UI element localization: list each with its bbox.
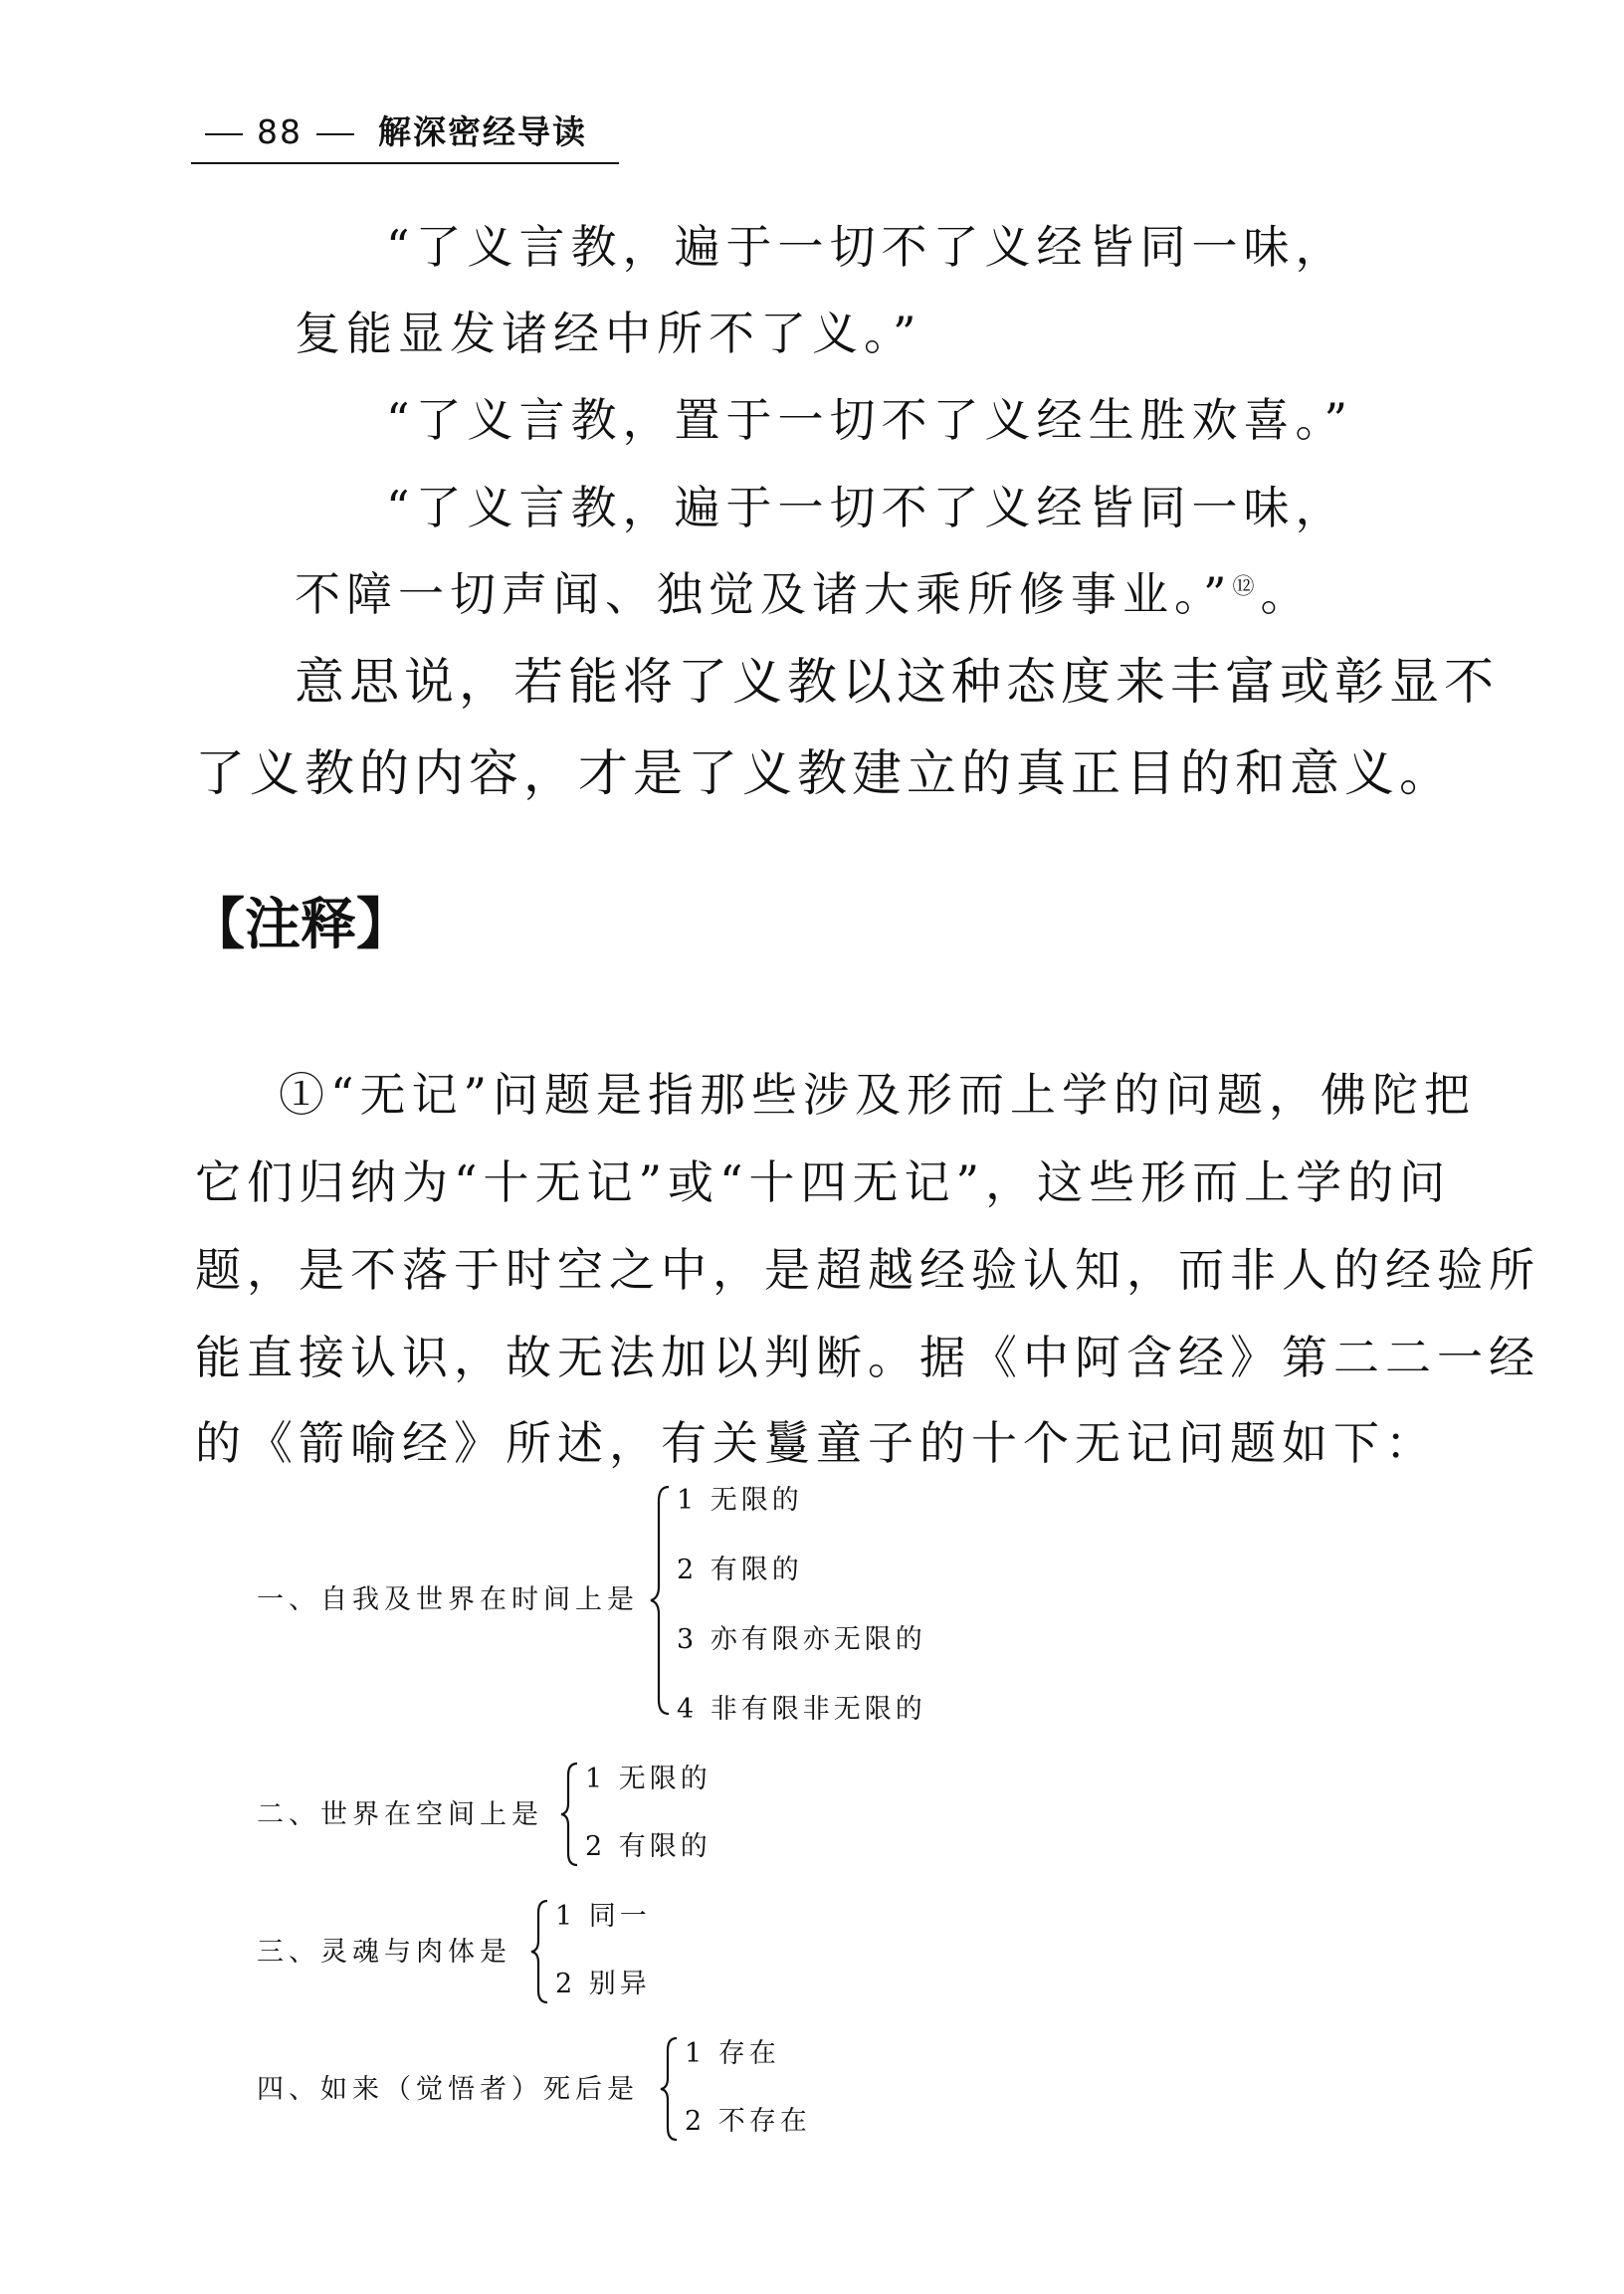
note-line: ①“无记”问题是指那些涉及形而上学的问题，佛陀把 bbox=[279, 1068, 1477, 1122]
footnote-reference: ⑫ bbox=[1232, 574, 1261, 600]
option-item: 1 无限的 bbox=[585, 1764, 711, 1794]
option-item: 3 亦有限亦无限的 bbox=[677, 1624, 926, 1655]
brace bbox=[647, 1483, 673, 1718]
group-label: 二、世界在空间上是 bbox=[257, 1799, 543, 1830]
option-item: 1 同一 bbox=[555, 1901, 651, 1932]
option-item: 2 有限的 bbox=[585, 1831, 711, 1862]
quote-end-punct: 。 bbox=[1260, 567, 1313, 621]
group-label: 三、灵魂与肉体是 bbox=[257, 1937, 511, 1968]
running-header bbox=[191, 109, 619, 155]
quote-text: 不障一切声闻、独觉及诸大乘所修事业。” bbox=[295, 567, 1233, 621]
quote-line-last bbox=[295, 564, 1313, 624]
option-item: 1 存在 bbox=[685, 2038, 780, 2069]
quote-line: “了义言教，置于一切不了义经生胜欢喜。” bbox=[386, 393, 1354, 447]
quote-line: 复能显发诸经中所不了义。” bbox=[295, 307, 922, 360]
option-item: 4 非有限非无限的 bbox=[677, 1694, 926, 1725]
brace bbox=[657, 2034, 681, 2144]
header-dash-left bbox=[205, 133, 243, 135]
note-line: 题，是不落于时空之中，是超越经验认知，而非人的经验所 bbox=[195, 1243, 1540, 1297]
page-number: 88 bbox=[257, 112, 303, 151]
book-title: 解深密经导读 bbox=[378, 112, 587, 151]
option-item: 2 别异 bbox=[555, 1969, 651, 1999]
paragraph-line: 了义教的内容，才是了义教建立的真正目的和意义。 bbox=[195, 744, 1454, 802]
option-item: 1 无限的 bbox=[677, 1485, 803, 1516]
header-rule bbox=[191, 162, 619, 164]
paragraph-line: 意思说，若能将了义教以这种态度来丰富或彰显不 bbox=[295, 653, 1499, 711]
group-label: 一、自我及世界在时间上是 bbox=[257, 1584, 639, 1615]
option-item: 2 不存在 bbox=[685, 2106, 811, 2137]
section-heading: 【注释】 bbox=[189, 893, 412, 957]
brace bbox=[557, 1760, 581, 1869]
header-dash-right bbox=[316, 133, 354, 135]
note-line: 它们归纳为“十无记”或“十四无记”，这些形而上学的问 bbox=[195, 1155, 1452, 1209]
quote-line: “了义言教，遍于一切不了义经皆同一味， bbox=[386, 220, 1347, 274]
note-line: 的《箭喻经》所述，有关鬘童子的十个无记问题如下： bbox=[195, 1416, 1437, 1470]
brace bbox=[527, 1897, 551, 2006]
option-item: 2 有限的 bbox=[677, 1555, 803, 1585]
quote-line: “了义言教，遍于一切不了义经皆同一味， bbox=[386, 481, 1347, 534]
group-label: 四、如来（觉悟者）死后是 bbox=[257, 2074, 639, 2105]
note-line: 能直接认识，故无法加以判断。据《中阿含经》第二二一经 bbox=[195, 1331, 1540, 1384]
